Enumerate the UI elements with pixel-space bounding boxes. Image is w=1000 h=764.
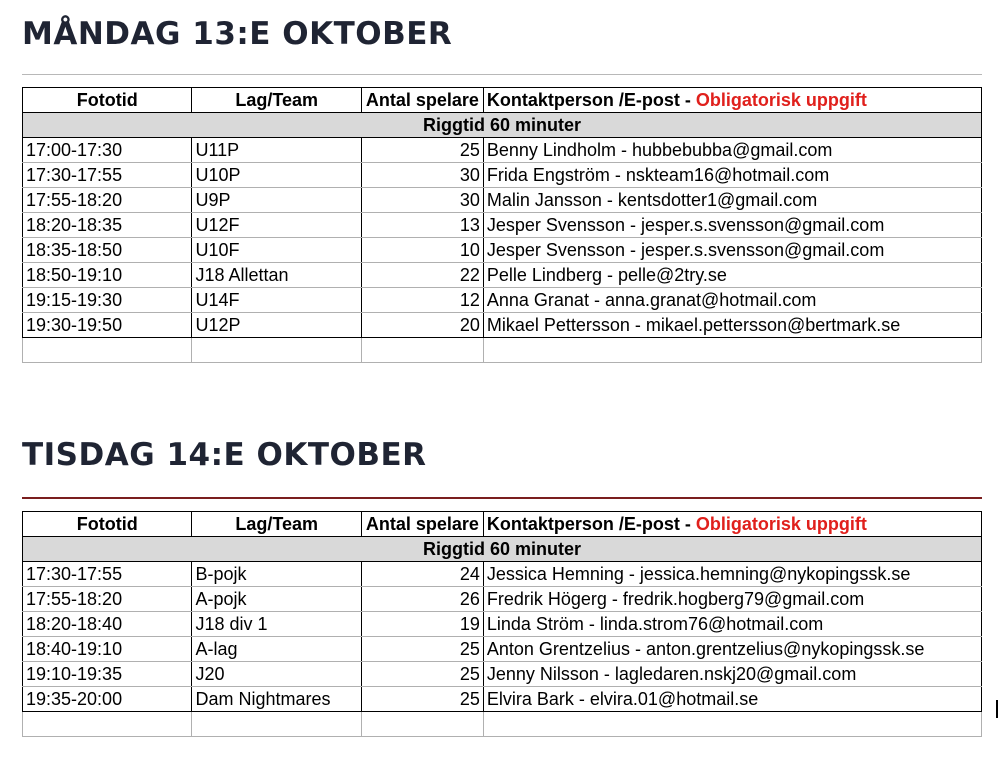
table-row — [23, 587, 982, 612]
table-row — [23, 687, 982, 712]
kontaktperson-header — [483, 512, 981, 537]
lag-cell: A-lag — [192, 637, 361, 662]
antal-cell: 25 — [361, 687, 483, 712]
lag-cell: U9P — [192, 188, 361, 213]
antal-cell: 22 — [361, 263, 483, 288]
antal-cell: 10 — [361, 238, 483, 263]
kontakt-cell: Elvira Bark - elvira.01@hotmail.se — [483, 687, 981, 712]
lag-cell: U10F — [192, 238, 361, 263]
fototid-cell: 18:40-19:10 — [23, 637, 192, 662]
kontakt-cell: Malin Jansson - kentsdotter1@gmail.com — [483, 188, 981, 213]
table-row — [23, 238, 982, 263]
fototid-cell: 18:20-18:35 — [23, 213, 192, 238]
lag-cell: U14F — [192, 288, 361, 313]
header-row — [23, 88, 982, 113]
schedule-table — [22, 87, 982, 363]
table-row — [23, 288, 982, 313]
kontaktperson-label: Kontaktperson /E-post - — [486, 514, 691, 534]
table-row — [23, 213, 982, 238]
lag-cell: J18 div 1 — [192, 612, 361, 637]
lag-cell: U10P — [192, 163, 361, 188]
empty-cell — [361, 712, 483, 737]
fototid-cell: 17:30-17:55 — [23, 562, 192, 587]
lag-cell: B-pojk — [192, 562, 361, 587]
empty-row — [23, 338, 982, 363]
lag-team-header: Lag/Team — [192, 88, 361, 113]
fototid-cell: 18:35-18:50 — [23, 238, 192, 263]
kontakt-cell: Linda Ström - linda.strom76@hotmail.com — [483, 612, 981, 637]
schedule-table — [22, 511, 982, 737]
lag-team-header: Lag/Team — [192, 512, 361, 537]
kontaktperson-label: Kontaktperson /E-post - — [486, 90, 691, 110]
table-row — [23, 662, 982, 687]
obligatorisk-label: Obligatorisk uppgift — [695, 514, 867, 534]
scrollbar-edge — [996, 700, 998, 718]
monday-heading: MÅNDAG 13:E OKTOBER — [22, 16, 453, 52]
sheet-top-line — [22, 497, 982, 511]
antal-spelare-header: Antal spelare — [361, 88, 483, 113]
lag-cell: U11P — [192, 138, 361, 163]
empty-cell — [483, 338, 981, 363]
antal-spelare-header: Antal spelare — [361, 512, 483, 537]
antal-cell: 24 — [361, 562, 483, 587]
kontakt-cell: Jenny Nilsson - lagledaren.nskj20@gmail.com — [483, 662, 981, 687]
antal-cell: 26 — [361, 587, 483, 612]
antal-cell: 19 — [361, 612, 483, 637]
empty-cell — [483, 712, 981, 737]
fototid-cell: 19:15-19:30 — [23, 288, 192, 313]
empty-cell — [192, 712, 361, 737]
lag-cell: J20 — [192, 662, 361, 687]
obligatorisk-label: Obligatorisk uppgift — [695, 90, 867, 110]
table-row — [23, 562, 982, 587]
antal-cell: 13 — [361, 213, 483, 238]
antal-cell: 12 — [361, 288, 483, 313]
empty-cell — [23, 338, 192, 363]
fototid-cell: 17:00-17:30 — [23, 138, 192, 163]
riggtid-cell: Riggtid 60 minuter — [23, 537, 982, 562]
table-row — [23, 163, 982, 188]
header-row — [23, 512, 982, 537]
lag-cell: Dam Nightmares — [192, 687, 361, 712]
fototid-cell: 17:30-17:55 — [23, 163, 192, 188]
lag-cell: A-pojk — [192, 587, 361, 612]
sheet-top-line — [22, 74, 982, 87]
fototid-header: Fototid — [23, 88, 192, 113]
riggtid-cell: Riggtid 60 minuter — [23, 113, 982, 138]
table-row — [23, 313, 982, 338]
kontakt-cell: Jessica Hemning - jessica.hemning@nykopingssk.se — [483, 562, 981, 587]
kontakt-cell: Pelle Lindberg - pelle@2try.se — [483, 263, 981, 288]
fototid-cell: 18:20-18:40 — [23, 612, 192, 637]
fototid-header: Fototid — [23, 512, 192, 537]
antal-cell: 30 — [361, 163, 483, 188]
kontaktperson-header — [483, 88, 981, 113]
table-row — [23, 188, 982, 213]
kontakt-cell: Anna Granat - anna.granat@hotmail.com — [483, 288, 981, 313]
tuesday-heading: TISDAG 14:E OKTOBER — [22, 437, 427, 473]
antal-cell: 25 — [361, 662, 483, 687]
kontakt-cell: Jesper Svensson - jesper.s.svensson@gmail.com — [483, 213, 981, 238]
kontakt-cell: Benny Lindholm - hubbebubba@gmail.com — [483, 138, 981, 163]
fototid-cell: 17:55-18:20 — [23, 587, 192, 612]
antal-cell: 30 — [361, 188, 483, 213]
table-row — [23, 637, 982, 662]
riggtid-row — [23, 537, 982, 562]
empty-cell — [23, 712, 192, 737]
table-row — [23, 138, 982, 163]
fototid-cell: 19:35-20:00 — [23, 687, 192, 712]
fototid-cell: 17:55-18:20 — [23, 188, 192, 213]
empty-row — [23, 712, 982, 737]
fototid-cell: 19:10-19:35 — [23, 662, 192, 687]
antal-cell: 20 — [361, 313, 483, 338]
empty-cell — [192, 338, 361, 363]
lag-cell: U12P — [192, 313, 361, 338]
table-row — [23, 612, 982, 637]
riggtid-row — [23, 113, 982, 138]
kontakt-cell: Fredrik Högerg - fredrik.hogberg79@gmail.com — [483, 587, 981, 612]
antal-cell: 25 — [361, 637, 483, 662]
fototid-cell: 19:30-19:50 — [23, 313, 192, 338]
kontakt-cell: Anton Grentzelius - anton.grentzelius@nykopingssk.se — [483, 637, 981, 662]
kontakt-cell: Jesper Svensson - jesper.s.svensson@gmail.com — [483, 238, 981, 263]
monday-schedule — [22, 74, 982, 363]
kontakt-cell: Mikael Pettersson - mikael.pettersson@bertmark.se — [483, 313, 981, 338]
table-row — [23, 263, 982, 288]
empty-cell — [361, 338, 483, 363]
fototid-cell: 18:50-19:10 — [23, 263, 192, 288]
lag-cell: U12F — [192, 213, 361, 238]
antal-cell: 25 — [361, 138, 483, 163]
lag-cell: J18 Allettan — [192, 263, 361, 288]
kontakt-cell: Frida Engström - nskteam16@hotmail.com — [483, 163, 981, 188]
tuesday-schedule — [22, 497, 982, 737]
